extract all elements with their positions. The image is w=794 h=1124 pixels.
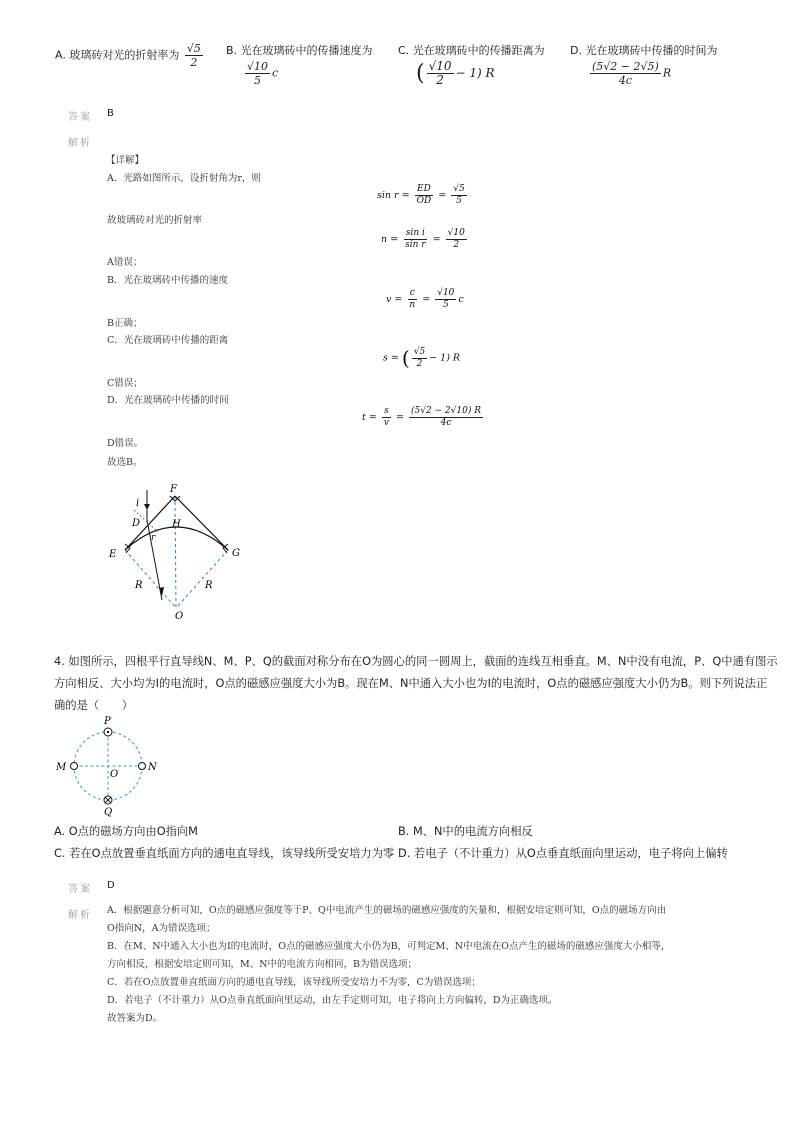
point-label-o: O [175, 611, 184, 622]
q3-option-b-formula: $\frac{√10}{5}$ c [247, 60, 279, 87]
solution-line: C错误； [107, 378, 143, 389]
fraction-numerator: √5 [186, 42, 201, 55]
answer-label: 答案 [68, 884, 92, 895]
solution-line: D．光在玻璃砖中传播的时间 [107, 395, 229, 406]
ray-arrow-icon [159, 587, 164, 596]
fraction-denominator: 2 [190, 56, 198, 69]
option-text: 光在玻璃砖中的传播速度为 [240, 44, 373, 57]
wire-label-p: P [104, 716, 111, 727]
analysis-line: 故答案为D。 [107, 1013, 163, 1024]
analysis-label: 解析 [68, 138, 92, 149]
option-letter: D. [570, 44, 582, 57]
wire-label-n: N [148, 762, 157, 773]
option-text: 玻璃砖对光的折射率为 [69, 48, 180, 62]
solution-line: 故玻璃砖对光的折射率 [107, 215, 203, 226]
dot-icon [107, 731, 109, 733]
solution-line: B正确； [107, 318, 143, 329]
equation-sin-r: sin r = $\frac{ED}{OD}$ = $\frac{√5}{5}$ [377, 184, 465, 206]
option-text: 光在玻璃砖中传播的时间为 [585, 44, 718, 57]
radius-label-left: R [135, 580, 143, 591]
q3-option-b[interactable] [226, 42, 373, 58]
answer-value: B [107, 108, 114, 119]
solution-line: D错误。 [107, 438, 144, 449]
analysis-label: 解析 [68, 910, 92, 921]
point-label-e: E [109, 549, 117, 560]
solution-line: A错误； [107, 257, 143, 268]
point-label-g: G [232, 548, 240, 559]
arc-eg [125, 527, 228, 550]
side-fg [175, 496, 228, 550]
analysis-line: B．在M、N中通入大小也为I的电流时，O点的磁感应强度大小仍为B，可判定M、N中电流在O点产生的磁场的磁感应强度大小相等， [107, 941, 671, 952]
point-label-d: D [132, 518, 141, 529]
q3-option-a[interactable] [55, 42, 205, 69]
center-label-o: O [110, 769, 119, 780]
point-label-f: F [170, 484, 177, 495]
option-letter: B. [226, 44, 238, 57]
q4-option-d[interactable]: D. 若电子（不计重力）从O点垂直纸面向里运动，电子将向上偏转 [398, 847, 728, 860]
q4-stem-line-3: 确的是（ ） [54, 699, 134, 712]
q3-option-d-formula: $\frac{(5√2 - 2√5)}{4c}$ R [592, 60, 672, 87]
analysis-line: A．根据题意分析可知，O点的磁感应强度等于P、Q中电流产生的磁场的磁感应强度的矢量和，根据安培定则可知，O点的磁场方向由 [107, 905, 667, 916]
solution-line: A．光路如图所示，设折射角为r，则 [107, 173, 261, 184]
option-letter: A. [55, 48, 66, 62]
analysis-line: C．若在O点放置垂直纸面方向的通电直导线，该导线所受安培力不为零，C为错误选项； [107, 977, 481, 988]
optics-diagram [100, 482, 260, 622]
equation-v: v = $\frac{c}{n}$ = $\frac{√10}{5}$ c [386, 288, 464, 310]
answer-label: 答案 [68, 112, 92, 123]
detail-header: 【详解】 [106, 155, 145, 166]
normal-line-fo [175, 496, 176, 608]
point-label-h: H [172, 519, 181, 530]
ray-arrow-icon [144, 504, 150, 510]
q4-option-a[interactable]: A. O点的磁场方向由O指向M [54, 825, 198, 838]
radius-line-go [176, 550, 228, 608]
q3-option-c-formula: ( $\frac{√10}{2}$ − 1) R [416, 59, 495, 87]
wire-n-icon [139, 763, 146, 770]
q3-option-c[interactable] [398, 42, 545, 58]
analysis-line: 方向相反，根据安培定则可知，M、N中的电流方向相同，B为错误选项； [107, 959, 418, 970]
q4-stem-line-1: 4. 如图所示，四根平行直导线N、M、P、Q的截面对称分布在O为圆心的同一圆周上，截面的连线互相垂直。M、N中没有电流，P、Q中通有图示 [54, 655, 778, 668]
analysis-line: O指向N，A为错误选项； [107, 923, 216, 934]
solution-line: C．光在玻璃砖中传播的距离 [107, 335, 229, 346]
solution-line: 故选B。 [107, 457, 143, 468]
equation-t: t = $\frac{s}{v}$ = $\frac{(5√2 - 2√10) R}{4c}$ [362, 406, 481, 428]
angle-label-r: r [151, 533, 156, 543]
wire-label-m: M [56, 762, 67, 773]
q4-stem-line-2: 方向相反、大小均为I的电流时，O点的磁感应强度大小为B。现在M、N中通入大小也为I的电流时，O点的磁感应强度大小仍为B。则下列说法正 [54, 677, 768, 690]
q4-option-c[interactable]: C. 若在O点放置垂直纸面方向的通电直导线，该导线所受安培力为零 [54, 847, 395, 860]
wire-label-q: Q [104, 807, 113, 818]
option-letter: C. [398, 44, 410, 57]
radius-label-right: R [205, 580, 213, 591]
answer-value: D [107, 880, 115, 891]
equation-n: n = $\frac{\text{sin i}}{\text{sin r}}$ = $\frac{√10}{2}$ [381, 228, 465, 250]
q4-option-b[interactable]: B. M、N中的电流方向相反 [398, 825, 533, 838]
solution-line: B．光在玻璃砖中传播的速度 [107, 275, 228, 286]
wires-diagram [52, 714, 164, 818]
equation-s: s = ( $\frac{√5}{2}$ − 1) R [383, 346, 461, 370]
radius-line-eo [125, 550, 176, 608]
wire-m-icon [71, 763, 78, 770]
analysis-line: D．若电子（不计重力）从O点垂直纸面向里运动，由左手定则可知，电子将向上方向偏转，D为正确选项。 [107, 995, 558, 1006]
angle-label-i: i [136, 498, 140, 509]
option-text: 光在玻璃砖中的传播距离为 [412, 44, 545, 57]
q3-option-d[interactable] [570, 42, 717, 58]
